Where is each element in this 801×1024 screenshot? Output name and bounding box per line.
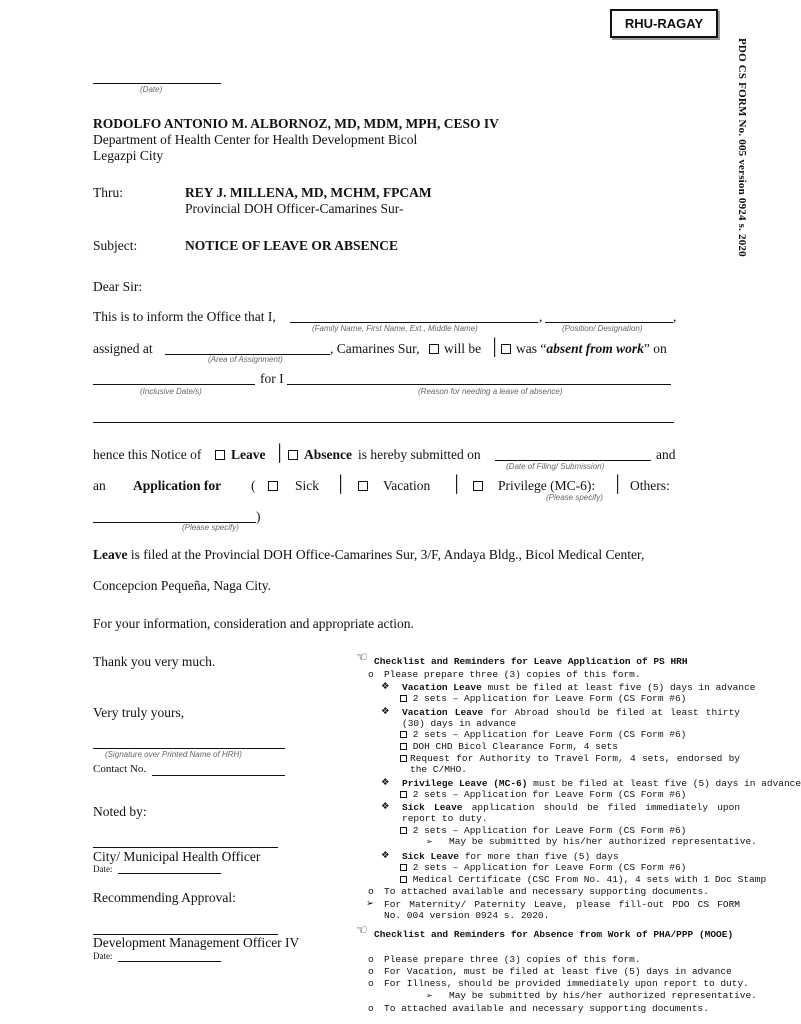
- diamond-bullet-icon: ❖: [381, 681, 390, 692]
- arrow-bullet-icon: ➢: [366, 898, 374, 909]
- checklist-2-line-1: Please prepare three (3) copies of this form.: [384, 954, 641, 965]
- absence-text: Absence: [304, 447, 352, 462]
- checklist-hand-icon: ☜: [356, 650, 368, 665]
- for-i-text: for I: [260, 371, 284, 386]
- checkbox: [400, 791, 407, 798]
- checklist-2-title: Checklist and Reminders for Absence from Work of PHA/PPP (MOOE): [374, 929, 734, 940]
- checkbox: [400, 695, 407, 702]
- addressee-name: RODOLFO ANTONIO M. ALBORNOZ, MD, MDM, MPH, CESO IV: [93, 116, 499, 131]
- noted-by-text: Noted by:: [93, 804, 147, 819]
- mho-title: City/ Municipal Health Officer: [93, 849, 261, 864]
- subject-label: Subject:: [93, 238, 138, 253]
- checkbox: [400, 755, 407, 762]
- checklist-2-line-3: For Illness, should be provided immediately upon report to duty.: [384, 978, 749, 989]
- bullet-circle: o: [368, 1003, 374, 1014]
- sick-leave-5-item: [402, 851, 619, 862]
- filed-leave-bold: Leave: [93, 547, 128, 562]
- salutation: Dear Sir:: [93, 279, 143, 294]
- separator: │: [335, 476, 347, 493]
- thru-label: Thru:: [93, 185, 123, 200]
- diamond-bullet-icon: ❖: [381, 801, 390, 812]
- leave-checkbox[interactable]: [215, 450, 225, 460]
- vl-bold: Vacation Leave: [402, 682, 482, 693]
- checklist-2-line-2: For Vacation, must be filed at least five (5) days in advance: [384, 966, 732, 977]
- vl-a-text: 2 sets – Application for Leave Form (CS Form #6): [412, 693, 687, 704]
- assigned-text: assigned at: [93, 341, 153, 356]
- area-hint: (Area of Assignment): [208, 355, 283, 364]
- will-be-text: will be: [444, 341, 482, 356]
- filing-date-field[interactable]: [495, 460, 651, 461]
- vacation-text: Vacation: [383, 478, 431, 493]
- vla-rest: for Abroad should be filed at least thirty (30) days in advance: [402, 707, 740, 729]
- vl-sub-a: [400, 693, 686, 704]
- contact-label: Contact No.: [93, 763, 147, 775]
- sl-a-text: 2 sets – Application for Leave Form (CS Form #6): [412, 825, 687, 836]
- was-text: [516, 341, 667, 357]
- vla-sub-b: [400, 741, 618, 752]
- checkbox: [400, 827, 407, 834]
- checklist-1-title: Checklist and Reminders for Leave Application of PS HRH: [374, 656, 688, 667]
- reason-field[interactable]: [287, 384, 671, 385]
- thru-position: Provincial DOH Officer-Camarines Sur-: [185, 201, 404, 216]
- submitted-text: is hereby submitted on: [358, 447, 481, 462]
- application-for-text: Application for: [133, 478, 222, 493]
- checklist-1-line-1: Please prepare three (3) copies of this form.: [384, 669, 641, 680]
- date-field-2[interactable]: [118, 961, 221, 962]
- diamond-bullet-icon: ❖: [381, 777, 390, 788]
- inform-text: This is to inform the Office that I,: [93, 309, 276, 324]
- addressee-city: Legazpi City: [93, 148, 164, 163]
- sl5-sub-b: [400, 874, 766, 885]
- and-text: and: [656, 447, 676, 462]
- was-label: was “: [516, 341, 547, 356]
- signature-line[interactable]: [93, 748, 285, 749]
- position-hint: (Position/ Designation): [562, 324, 643, 333]
- will-be-checkbox[interactable]: [429, 344, 439, 354]
- leave-text: Leave: [231, 447, 266, 462]
- mho-signature-line[interactable]: [93, 847, 278, 848]
- filed-rest: is filed at the Provincial DOH Office-Camarines Sur, 3/F, Andaya Bldg., Bicol Medical Center,: [130, 547, 645, 562]
- was-checkbox[interactable]: [501, 344, 511, 354]
- checklist-hand-icon: ☜: [356, 923, 368, 938]
- date-label-1: Date:: [93, 864, 113, 874]
- others-text: Others:: [630, 478, 670, 493]
- separator: │: [612, 476, 624, 493]
- checklist-1-line-3: For Maternity/ Paternity Leave, please fill-out PDO CS FORM No. 004 version 0924 s. 2020.: [384, 899, 740, 921]
- sl5-rest: for more than five (5) days: [464, 851, 619, 862]
- vla-sub-c: Request for Authority to Travel Form, 4 sets, endorsed by the C/MHO.: [410, 753, 740, 775]
- privilege-leave-item: [402, 778, 801, 789]
- name-field[interactable]: [290, 322, 538, 323]
- absent-from-work: absent from work: [546, 341, 644, 356]
- checklist-1-line-2: To attached available and necessary supporting documents.: [384, 886, 709, 897]
- addressee-office: Department of Health Center for Health Development Bicol: [93, 132, 418, 147]
- dmo-title: Development Management Officer IV: [93, 935, 300, 950]
- position-field[interactable]: [545, 322, 673, 323]
- arrow-bullet-icon: ➢: [426, 991, 433, 1000]
- sick-text: Sick: [295, 478, 320, 493]
- sl-rest: application should be filed immediately upon report to duty.: [402, 802, 741, 824]
- checklist-2-line-3a: May be submitted by his/her authorized representative.: [449, 990, 757, 1001]
- diamond-bullet-icon: ❖: [381, 850, 390, 861]
- sl-sub-a: [400, 825, 686, 836]
- specify-hint-2: (Please specify): [182, 523, 239, 532]
- sl5-a-text: 2 sets – Application for Leave Form (CS Form #6): [412, 862, 687, 873]
- absence-checkbox[interactable]: [288, 450, 298, 460]
- sick-leave-item: [402, 802, 740, 824]
- dates-field[interactable]: [93, 384, 255, 385]
- contact-field[interactable]: [152, 775, 285, 776]
- vacation-abroad-item: [402, 707, 740, 729]
- checkbox-icon: [400, 753, 407, 764]
- sl5-b-text: Medical Certificate (CSC From No. 41), 4 sets with 1 Doc Stamp: [412, 874, 767, 885]
- hence-text: hence this Notice of: [93, 447, 202, 462]
- checklist-2-line-4: To attached available and necessary supporting documents.: [384, 1003, 709, 1014]
- vla-a-text: 2 sets – Application for Leave Form (CS Form #6): [412, 729, 687, 740]
- bullet-circle: o: [368, 966, 374, 977]
- arrow-bullet-icon: ➢: [426, 837, 433, 846]
- rhu-stamp: RHU-RAGAY: [610, 9, 718, 38]
- bullet-circle: o: [368, 978, 374, 989]
- date-line[interactable]: [93, 83, 221, 84]
- pl-a-text: 2 sets – Application for Leave Form (CS Form #6): [412, 789, 687, 800]
- diamond-bullet-icon: ❖: [381, 706, 390, 717]
- pl-bold: Privilege Leave (MC-6): [402, 778, 528, 789]
- close-paren: ): [256, 509, 261, 524]
- filed-text: [93, 547, 644, 563]
- camarines-text: , Camarines Sur,: [330, 341, 420, 356]
- vla-b-text: DOH CHD Bicol Clearance Form, 4 sets: [412, 741, 618, 752]
- checkbox: [400, 864, 407, 871]
- form-code: PDO CS FORM No. 005 version 0924 s. 2020: [736, 38, 748, 257]
- filed-city: Concepcion Pequeña, Naga City.: [93, 578, 271, 593]
- comma: ,: [673, 309, 677, 324]
- separator: │: [451, 476, 463, 493]
- signature-hint: (Signature over Printed Name of HRH): [105, 750, 242, 759]
- sl5-sub-a: [400, 862, 686, 873]
- reason-field-extra[interactable]: [93, 422, 674, 423]
- comma: ,: [539, 309, 543, 324]
- pl-rest: must be filed at least five (5) days in advance: [533, 778, 801, 789]
- separator: │: [489, 339, 501, 356]
- dates-hint: (Inclusive Date/s): [140, 387, 202, 396]
- date-field-1[interactable]: [118, 873, 221, 874]
- checkbox: [400, 731, 407, 738]
- pl-sub-a: [400, 789, 686, 800]
- for-info-text: For your information, consideration and appropriate action.: [93, 616, 414, 631]
- an-text: an: [93, 478, 106, 493]
- date-label-2: Date:: [93, 951, 113, 961]
- sl-sub-b: May be submitted by his/her authorized representative.: [449, 836, 757, 847]
- separator: │: [274, 445, 286, 462]
- vacation-leave-item: [402, 682, 755, 693]
- bullet-circle: o: [368, 954, 374, 965]
- thru-name: REY J. MILLENA, MD, MCHM, FPCAM: [185, 185, 432, 200]
- privilege-text: Privilege (MC-6):: [498, 478, 596, 493]
- specify-hint-1: (Please specify): [546, 493, 603, 502]
- date-hint: (Date): [140, 85, 163, 94]
- thanks-text: Thank you very much.: [93, 654, 216, 669]
- sl5-bold: Sick Leave: [402, 851, 460, 862]
- subject-value: NOTICE OF LEAVE OR ABSENCE: [185, 238, 399, 253]
- open-paren: (: [251, 478, 256, 493]
- bullet-circle: o: [368, 886, 374, 897]
- vla-sub-a: [400, 729, 686, 740]
- sick-checkbox[interactable]: [268, 481, 278, 491]
- vacation-checkbox[interactable]: [358, 481, 368, 491]
- checkbox: [400, 743, 407, 750]
- checkbox: [400, 876, 407, 883]
- yours-text: Very truly yours,: [93, 705, 185, 720]
- privilege-checkbox[interactable]: [473, 481, 483, 491]
- recommending-text: Recommending Approval:: [93, 890, 236, 905]
- bullet-circle: o: [368, 669, 374, 680]
- vla-bold: Vacation Leave: [402, 707, 484, 718]
- filing-hint: (Date of Filing/ Submission): [506, 462, 605, 471]
- vl-rest: must be filed at least five (5) days in advance: [487, 682, 756, 693]
- reason-hint: (Reason for needing a leave of absence): [418, 387, 563, 396]
- name-hint: (Family Name, First Name, Ext., Middle Name): [312, 324, 478, 333]
- on-label: ” on: [643, 341, 667, 356]
- sl-bold: Sick Leave: [402, 802, 463, 813]
